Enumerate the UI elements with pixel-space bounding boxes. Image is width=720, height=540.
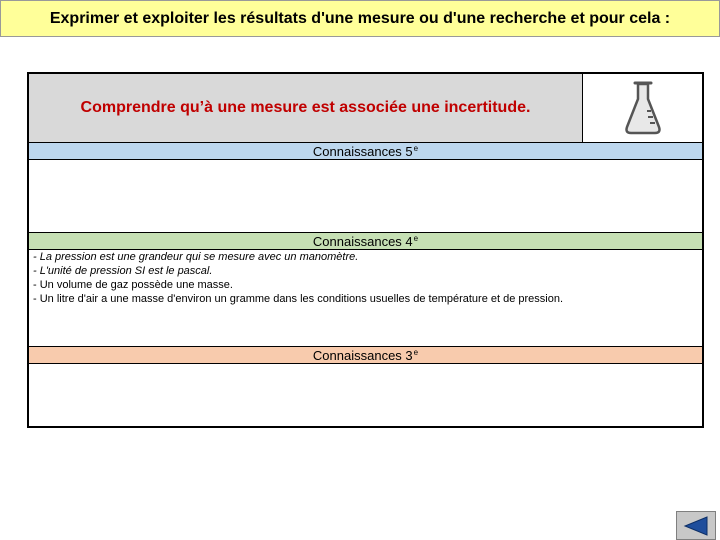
back-arrow-icon — [681, 515, 711, 537]
objective-cell — [29, 74, 583, 142]
section-body-3e — [29, 364, 702, 426]
section-header-5e — [29, 142, 702, 160]
list-item: - L'unité de pression SI est le pascal. — [33, 265, 213, 277]
section-header-3e — [29, 346, 702, 364]
back-button[interactable] — [676, 511, 716, 540]
list-item: - Un litre d'air a une masse d'environ un gramme dans les conditions usuelles de température et de pression. — [33, 293, 564, 305]
section-ordinal: e — [413, 347, 419, 357]
section-body-5e — [29, 160, 702, 232]
section-header-4e — [29, 232, 702, 250]
section-ordinal: e — [413, 143, 419, 153]
section-body-4e — [29, 250, 702, 346]
page-title: Exprimer et exploiter les résultats d'une mesure ou d'une recherche et pour cela : — [0, 0, 720, 37]
section-label: Connaissances 5 — [312, 143, 413, 159]
list-item: - Un volume de gaz possède une masse. — [33, 279, 233, 291]
competency-table — [27, 72, 704, 428]
objective-text: Comprendre qu’à une mesure est associée une incertitude. — [80, 99, 531, 116]
list-item: - La pression est une grandeur qui se mesure avec un manomètre. — [33, 251, 359, 263]
section-label: Connaissances 4 — [312, 233, 413, 249]
section-label: Connaissances 3 — [312, 347, 413, 363]
icon-cell — [583, 74, 702, 142]
flask-icon — [623, 79, 663, 137]
section-ordinal: e — [413, 233, 419, 243]
